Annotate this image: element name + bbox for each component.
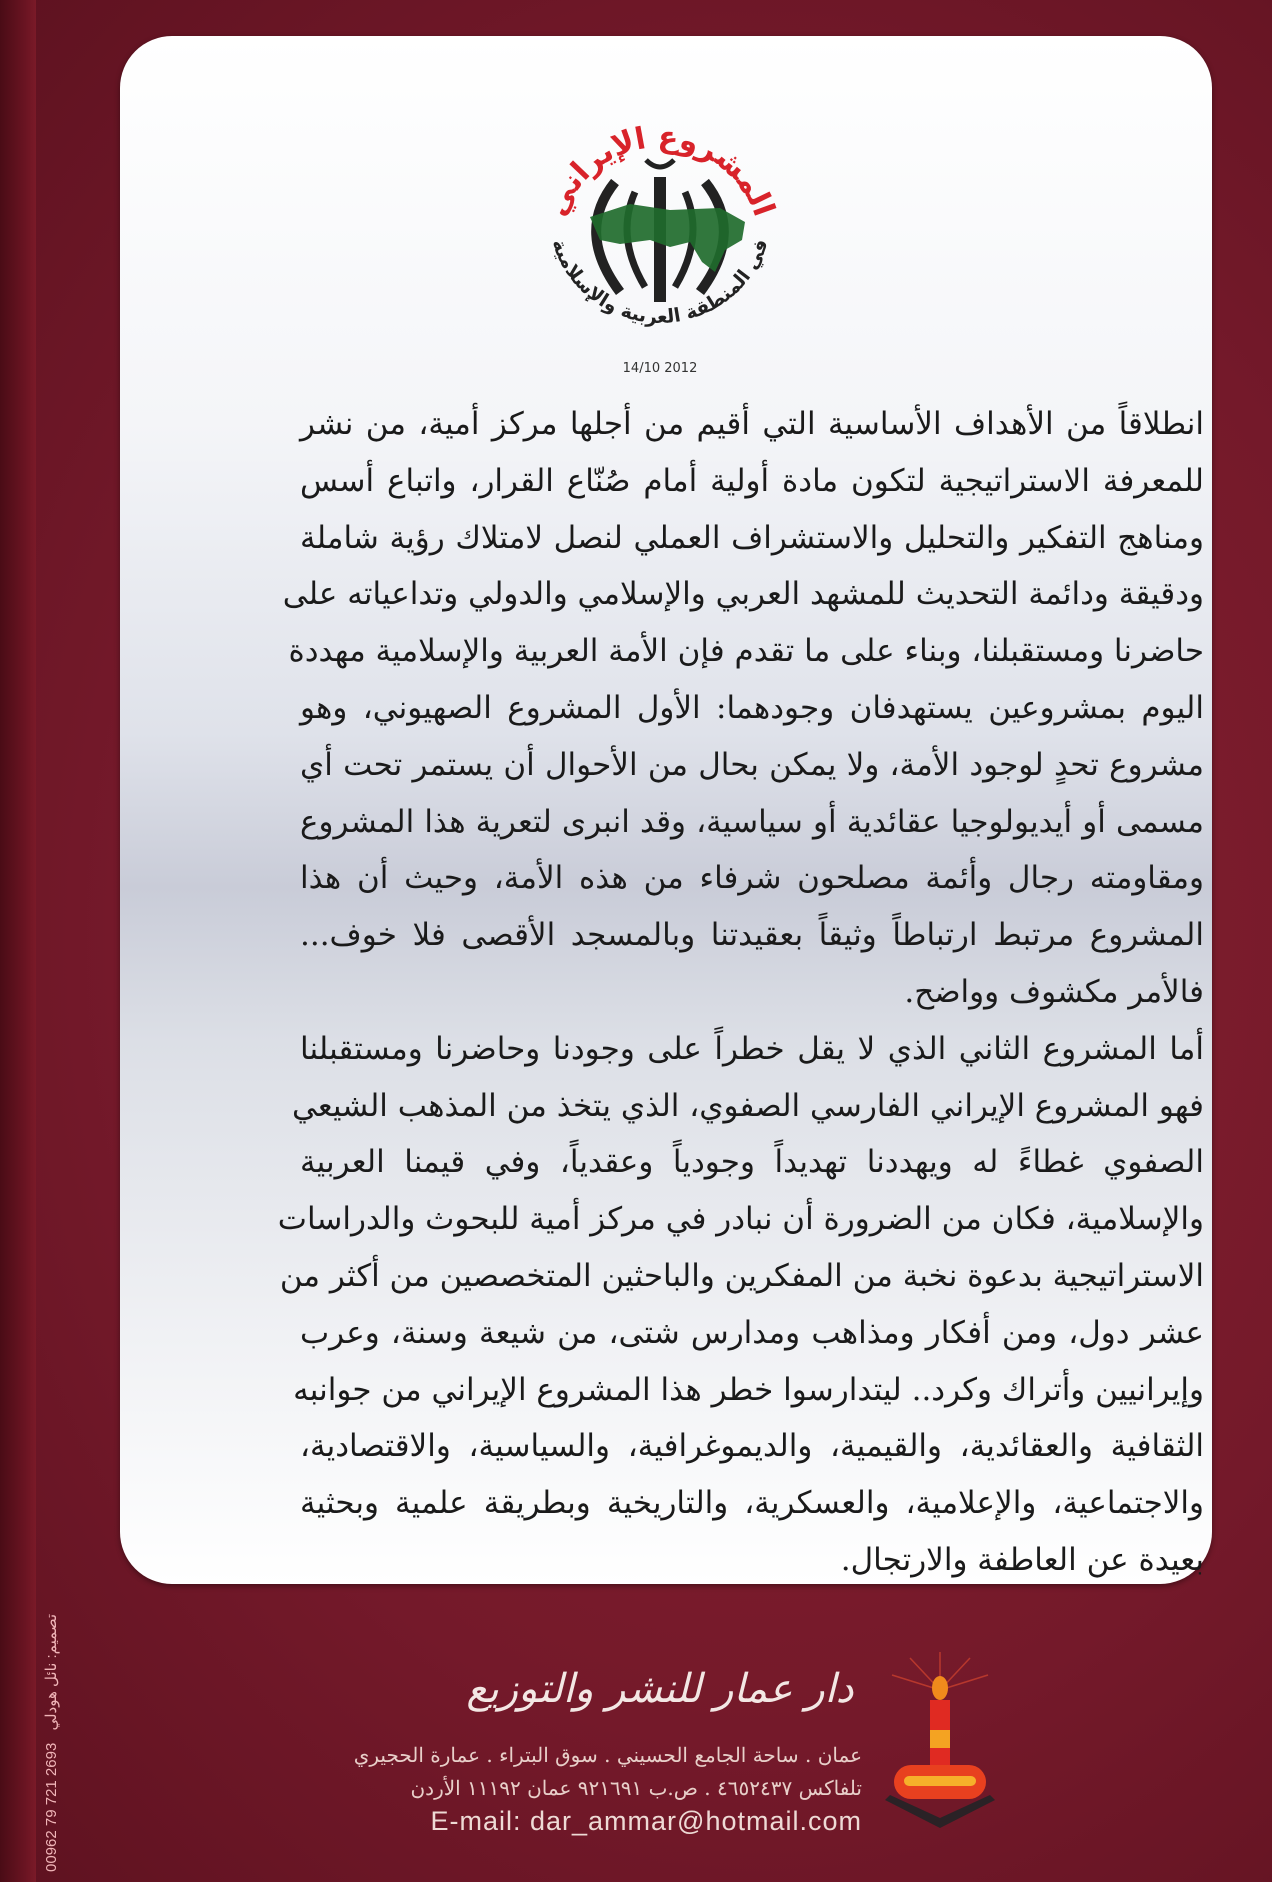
paragraph2-line: عشر دول، ومن أفكار ومذاهب ومدارس شتى، من شيعة وسنة، وعرب (300, 1314, 1204, 1351)
publisher-emblem-icon (880, 1650, 1000, 1835)
paragraph1-line: انطلاقاً من الأهداف الأساسية التي أقيم من أجلها مركز أمية، من نشر (300, 406, 1204, 442)
conference-logo (520, 110, 800, 380)
paragraph1-line: ودقيقة ودائمة التحديث للمشهد العربي والإسلامي والدولي وتداعياته على (282, 576, 1204, 613)
paragraph1-line: فالأمر مكشوف وواضح. (904, 973, 1204, 1010)
paragraph2-line: والإسلامية، فكان من الضرورة أن نبادر في مركز أمية للبحوث والدراسات (277, 1201, 1204, 1238)
publisher-name: دار عمار للنشر والتوزيع (466, 1666, 854, 1712)
paragraph2-line: بعيدة عن العاطفة والارتجال. (840, 1541, 1204, 1578)
paragraph2-line: أما المشروع الثاني الذي لا يقل خطراً على وجودنا وحاضرنا ومستقبلنا (300, 1030, 1204, 1067)
description-text (277, 396, 1204, 1589)
designer-phone: 00962 79 721 2693 (43, 1742, 60, 1872)
paragraph1-line: مشروع تحدٍ لوجود الأمة، ولا يمكن بحال من الأحوال أن يستمر تحت أي (300, 746, 1204, 783)
publisher-contact: تلفاكس ٤٦٥٢٤٣٧ . ص.ب ٩٢١٦٩١ عمان ١١١٩٢ الأردن (410, 1776, 862, 1800)
publisher-address: عمان . ساحة الجامع الحسيني . سوق البتراء . عمارة الحجيري (353, 1743, 862, 1767)
paragraph1-line: حاضرنا ومستقبلنا، وبناء على ما تقدم فإن الأمة العربية والإسلامية مهددة (288, 633, 1204, 670)
logo-title: المشروع الإيراني (538, 119, 782, 222)
paragraph2-line: الصفوي غطاءً له ويهددنا تهديداً وجودياً وعقدياً، وفي قيمنا العربية (300, 1144, 1204, 1181)
paragraph1-line: ومقاومته رجال وأئمة مصلحون شرفاء من هذه الأمة، وحيث أن هذا (300, 860, 1204, 897)
paragraph1-line: المشروع مرتبط ارتباطاً وثيقاً بعقيدتنا وبالمسجد الأقصى فلا خوف... (300, 917, 1204, 954)
paragraph2-line: الاستراتيجية بدعوة نخبة من المفكرين والباحثين المتخصصين من أكثر من (279, 1257, 1204, 1294)
paragraph1-line: مسمى أو أيديولوجيا عقائدية أو سياسية، وقد انبرى لتعرية هذا المشروع (300, 803, 1204, 840)
paragraph2-line: وإيرانيين وأتراك وكرد.. ليتدارسوا خطر هذا المشروع الإيراني من جوانبه (293, 1371, 1204, 1408)
designer-credit (42, 1614, 60, 1880)
designer-name: تصميم: نائل هودلي (43, 1613, 60, 1731)
logo-date: 14/10 2012 (622, 361, 698, 376)
logo-subtitle: في المنطقة العربية والإسلامية (547, 236, 773, 329)
paragraph2-line: فهو المشروع الإيراني الفارسي الصفوي، الذي يتخذ من المذهب الشيعي (292, 1087, 1204, 1124)
paragraph1-line: للمعرفة الاستراتيجية لتكون مادة أولية أمام صُنّاع القرار، واتباع أسس (300, 462, 1204, 499)
paragraph1-line: ومناهج التفكير والتحليل والاستشراف العملي لنصل لامتلاك رؤية شاملة (300, 519, 1204, 556)
publisher-email: E-mail: dar_ammar@hotmail.com (430, 1806, 862, 1836)
book-spine (0, 0, 36, 1882)
paragraph2-line: الثقافية والعقائدية، والقيمية، والديموغرافية، والسياسية، والاقتصادية، (300, 1428, 1204, 1465)
paragraph1-line: اليوم بمشروعين يستهدفان وجودهما: الأول المشروع الصهيوني، وهو (300, 689, 1204, 726)
paragraph2-line: والاجتماعية، والإعلامية، والعسكرية، والتاريخية وبطريقة علمية وبحثية (300, 1485, 1204, 1522)
